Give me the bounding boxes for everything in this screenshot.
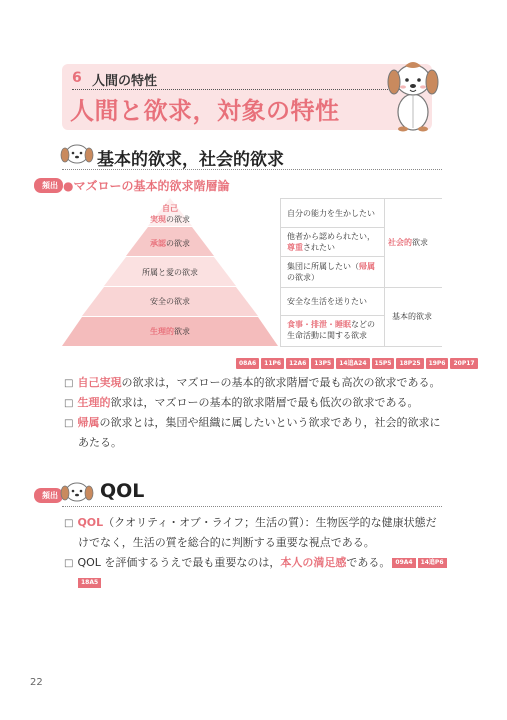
table-group-basic: 基本的欲求 <box>392 312 432 321</box>
table-border <box>280 287 442 288</box>
dog-face-icon <box>60 140 94 166</box>
page-number: 22 <box>30 677 43 688</box>
exam-tag: 09A4 <box>392 558 415 568</box>
exam-tag: 15P5 <box>372 358 395 369</box>
table-border <box>280 256 384 257</box>
pyramid-label-self-actualization: 自己 実現の欲求 <box>150 204 190 224</box>
exam-tag: 20P17 <box>450 358 477 369</box>
pyramid-label-esteem: 承認の欲求 <box>150 239 190 248</box>
section-divider <box>62 506 442 507</box>
bullet-qol-evaluation: □ QOL を評価するうえで最も重要なのは，本人の満足感である。 09A4 14追P6 18A5 <box>64 553 448 592</box>
pyramid-label-belonging: 所属と愛の欲求 <box>142 268 198 277</box>
bullet-physiological: □ 生理的欲求は，マズローの基本的欲求階層で最も低次の欲求である。 <box>64 396 419 409</box>
pyramid-label-physiological: 生理的欲求 <box>150 327 190 336</box>
table-row: 他者から認められたい， 尊重されたい <box>287 232 375 252</box>
exam-tag: 11P6 <box>261 358 284 369</box>
exam-tag: 08A6 <box>236 358 259 369</box>
checkbox-icon: □ <box>64 398 74 409</box>
table-row: 集団に所属したい（帰属 の欲求） <box>287 262 375 282</box>
chapter-number: 6 <box>72 70 82 86</box>
table-group-social: 社会的欲求 <box>388 238 428 247</box>
checkbox-icon: □ <box>64 518 74 529</box>
table-border <box>384 198 385 346</box>
table-row: 自分の能力を生かしたい <box>287 209 375 218</box>
table-row: 食事・排泄・睡眠などの 生命活動に関する欲求 <box>287 320 375 340</box>
bullet-self-actualization: □ 自己実現の欲求は，マズローの基本的欲求階層で最も高次の欲求である。 <box>64 376 441 389</box>
chapter-divider <box>72 89 404 90</box>
exam-tag: 19P6 <box>426 358 449 369</box>
exam-tag: 18P25 <box>396 358 423 369</box>
table-border <box>280 346 442 347</box>
exam-tag: 14追P6 <box>418 558 447 568</box>
table-border <box>280 198 442 199</box>
checkbox-icon: □ <box>64 558 74 569</box>
section-divider <box>62 169 442 170</box>
table-border <box>280 227 384 228</box>
exam-tag: 14追A24 <box>336 358 369 369</box>
table-row: 安全な生活を送りたい <box>287 297 367 306</box>
section-title-qol: QOL <box>100 480 145 502</box>
dog-face-icon <box>60 478 94 504</box>
exam-tag: 12A6 <box>286 358 309 369</box>
bullet-qol-definition: □ QOL（クオリティ・オブ・ライフ；生活の質）：生物医学的な健康状態だ けでなく，生活の質を総合的に判断する重要な視点である。 <box>64 516 437 549</box>
chapter-title: 人間と欲求，対象の特性 <box>70 97 340 125</box>
checkbox-icon: □ <box>64 418 74 429</box>
frequent-badge: 頻出 <box>34 488 63 503</box>
exam-tag: 13P5 <box>311 358 334 369</box>
frequent-badge: 頻出 <box>34 178 63 193</box>
subsection-title-maslow: ●マズローの基本的欲求階層論 <box>63 179 230 193</box>
pyramid-label-safety: 安全の欲求 <box>150 297 190 306</box>
exam-tag: 18A5 <box>78 578 101 588</box>
checkbox-icon: □ <box>64 378 74 389</box>
dog-nurse-mascot-icon <box>383 52 443 132</box>
exam-tag-list <box>236 358 478 369</box>
table-border <box>280 198 281 346</box>
chapter-subtitle: 人間の特性 <box>92 74 158 89</box>
bullet-belonging: □ 帰属の欲求とは，集団や組織に属したいという欲求であり，社会的欲求に あたる。 <box>64 416 441 449</box>
section-title-basic-needs: 基本的欲求，社会的欲求 <box>97 150 284 170</box>
table-border <box>280 315 384 316</box>
